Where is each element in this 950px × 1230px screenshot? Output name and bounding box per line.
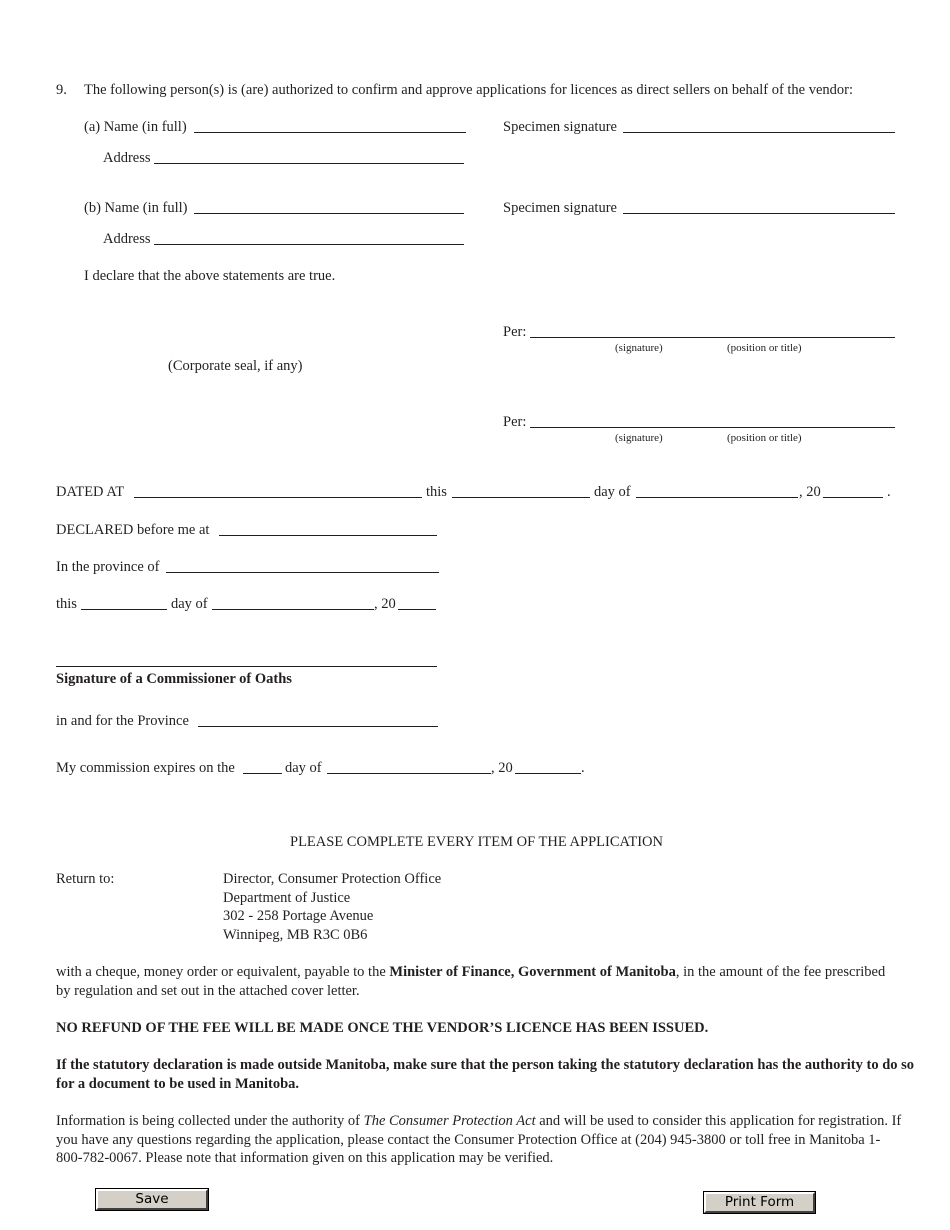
declared-month-field[interactable] <box>212 609 374 610</box>
payment-text-pre: with a cheque, money order or equivalent, payable to the <box>56 964 390 980</box>
province-field[interactable] <box>166 572 439 573</box>
commissioner-signature-field[interactable] <box>56 666 437 667</box>
dated-period: . <box>887 484 891 500</box>
person-b-name-field[interactable] <box>194 213 464 214</box>
person-a-signature-label: Specimen signature <box>503 119 617 135</box>
per-label-1: Per: <box>503 324 527 340</box>
act-name: The Consumer Protection Act <box>363 1113 536 1129</box>
person-b-name-label: (b) Name (in full) <box>84 200 188 216</box>
print-form-button[interactable]: Print Form <box>704 1192 815 1213</box>
signature-caption-2: (signature) <box>615 432 663 444</box>
commission-month-field[interactable] <box>327 773 491 774</box>
person-a-name-label: (a) Name (in full) <box>84 119 187 135</box>
payment-instructions <box>56 963 902 1000</box>
complete-every-item-notice: PLEASE COMPLETE EVERY ITEM OF THE APPLICATION <box>290 834 663 850</box>
person-a-address-field[interactable] <box>154 163 464 164</box>
province-of-label: In the province of <box>56 559 160 575</box>
declared-before-label: DECLARED before me at <box>56 522 210 538</box>
corporate-seal-label: (Corporate seal, if any) <box>168 358 303 374</box>
person-a-signature-field[interactable] <box>623 132 895 133</box>
no-refund-notice: NO REFUND OF THE FEE WILL BE MADE ONCE THE VENDOR’S LICENCE HAS BEEN ISSUED. <box>56 1020 709 1036</box>
province-for-label: in and for the Province <box>56 713 189 729</box>
per-label-2: Per: <box>503 414 527 430</box>
commission-day-field[interactable] <box>243 773 282 774</box>
commission-year-field[interactable] <box>515 773 581 774</box>
payment-text-post: , in the amount of the fee prescribed by regulation and set out in the attached cover letter. <box>56 964 886 999</box>
privacy-notice <box>56 1112 902 1168</box>
person-a-address-label: Address <box>103 150 151 166</box>
commission-day-of-label: day of <box>285 760 322 776</box>
commission-period: . <box>581 760 585 776</box>
dated-at-field[interactable] <box>134 497 422 498</box>
person-b-signature-label: Specimen signature <box>503 200 617 216</box>
privacy-text-pre: Information is being collected under the authority of <box>56 1113 364 1129</box>
person-b-address-label: Address <box>103 231 151 247</box>
person-b-signature-field[interactable] <box>623 213 895 214</box>
declared-year-prefix: , 20 <box>374 596 396 612</box>
declared-year-field[interactable] <box>398 609 436 610</box>
commission-year-prefix: , 20 <box>491 760 513 776</box>
declaration-statement: I declare that the above statements are true. <box>84 268 336 284</box>
dated-year-prefix: , 20 <box>799 484 821 500</box>
per-signature-field-1[interactable] <box>530 337 895 338</box>
person-b-address-field[interactable] <box>154 244 464 245</box>
person-a-name-field[interactable] <box>194 132 466 133</box>
return-to-label: Return to: <box>56 871 115 887</box>
return-address-line-3: 302 - 258 Portage Avenue <box>223 908 374 924</box>
dated-year-field[interactable] <box>823 497 883 498</box>
signature-caption-1: (signature) <box>615 342 663 354</box>
declared-this-label: this <box>56 596 77 612</box>
return-address-line-1: Director, Consumer Protection Office <box>223 871 442 887</box>
dated-day-of-label: day of <box>594 484 631 500</box>
payee-name: Minister of Finance, Government of Manitoba <box>389 964 676 980</box>
per-signature-field-2[interactable] <box>530 427 895 428</box>
return-address-line-4: Winnipeg, MB R3C 0B6 <box>223 927 368 943</box>
declared-place-field[interactable] <box>219 535 437 536</box>
outside-manitoba-notice: If the statutory declaration is made outside Manitoba, make sure that the person taking the statutory declaration has the authority to do so for a document to be used in Manitoba. <box>56 1057 915 1092</box>
province-for-field[interactable] <box>198 726 438 727</box>
commission-expires-label: My commission expires on the <box>56 760 235 776</box>
declared-day-of-label: day of <box>171 596 208 612</box>
item9-intro: The following person(s) is (are) authorized to confirm and approve applications for licences as direct sellers on behalf of the vendor: <box>84 82 854 98</box>
position-caption-1: (position or title) <box>727 342 802 354</box>
commissioner-signature-label: Signature of a Commissioner of Oaths <box>56 671 292 687</box>
item-number: 9. <box>56 82 67 98</box>
return-address-line-2: Department of Justice <box>223 890 351 906</box>
position-caption-2: (position or title) <box>727 432 802 444</box>
dated-this-label: this <box>426 484 447 500</box>
dated-at-label: DATED AT <box>56 484 125 500</box>
declared-day-field[interactable] <box>81 609 167 610</box>
dated-month-field[interactable] <box>636 497 798 498</box>
privacy-text-post: and will be used to consider this application for registration. If you have any questions regarding the application, please contact the Consumer Protection Office at (204) 945-3800 or toll free in Manitoba 1-800-782-0067. Please note that information given on this application may be verified. <box>56 1113 902 1166</box>
save-button[interactable]: Save <box>96 1189 208 1210</box>
dated-day-field[interactable] <box>452 497 590 498</box>
